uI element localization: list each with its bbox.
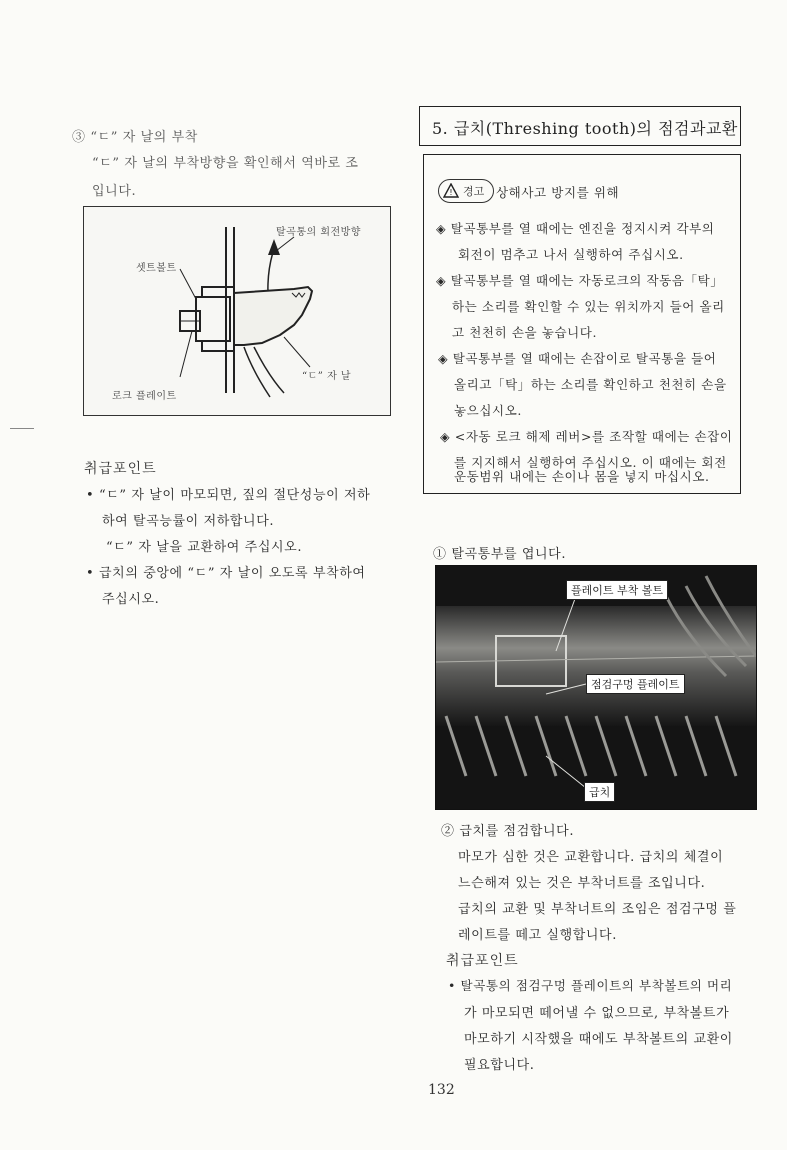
caution-line-1: ◈ 탈곡통부를 열 때에는 엔진을 정지시켜 각부의 — [436, 221, 715, 236]
item-body-line-2: 입니다. — [92, 184, 137, 199]
svg-text:!: ! — [449, 188, 453, 197]
label-rotation-direction: 탈곡통의 회전방향 — [276, 227, 361, 238]
left-handling-title: 취급포인트 — [84, 461, 157, 477]
step-2-line-2: 느슨해져 있는 것은 부착너트를 조입니다. — [458, 876, 706, 891]
caution-badge-label: 경고 — [463, 185, 485, 198]
warning-triangle-icon — [443, 183, 459, 198]
left-handling-line-1: • “ㄷ” 자 날이 마모되면, 짚의 절단성능이 저하 — [86, 488, 371, 503]
left-handling-line-2: 하여 탈곡능률이 저하합니다. — [102, 514, 275, 529]
item-heading: ③ “ㄷ” 자 날의 부착 — [72, 130, 198, 145]
step-2-line-4: 레이트를 떼고 실행합니다. — [458, 928, 617, 943]
caution-title: 상해사고 방지를 위해 — [496, 185, 620, 200]
margin-mark — [10, 428, 34, 429]
section-title-box — [419, 106, 741, 146]
caution-line-7: 올리고「탁」하는 소리를 확인하고 천천히 손을 — [454, 377, 727, 392]
blade-diagram — [84, 207, 390, 415]
right-handling-line-1: • 탈곡통의 점검구멍 플레이트의 부착볼트의 머리 — [448, 978, 733, 993]
page-number: 132 — [428, 1082, 455, 1098]
caution-line-10: 를 지지해서 실행하여 주십시오. 이 때에는 회전 — [454, 455, 727, 470]
caution-line-2: 회전이 멈추고 나서 실행하여 주십시오. — [458, 247, 684, 262]
caution-box — [423, 154, 741, 494]
right-handling-title: 취급포인트 — [446, 953, 519, 969]
label-set-bolt: 셋트볼트 — [136, 263, 177, 274]
label-inspection-plate: 점검구멍 플레이트 — [586, 674, 685, 694]
caution-badge — [438, 179, 494, 203]
label-plate-bolt: 플레이트 부착 볼트 — [566, 580, 668, 600]
threshing-drum-photo — [435, 565, 757, 810]
step-1: ① 탈곡통부를 엽니다. — [433, 547, 567, 562]
caution-line-9: ◈ <자동 로크 해제 레버>를 조작할 때에는 손잡이 — [440, 429, 733, 444]
section-title: 5. 급치(Threshing tooth)의 점검과교환 — [432, 119, 738, 138]
left-handling-line-3: “ㄷ” 자 날을 교환하여 주십시오. — [106, 540, 303, 555]
step-2-line-3: 급치의 교환 및 부착너트의 조임은 점검구멍 플 — [458, 902, 737, 917]
caution-line-3: ◈ 탈곡통부를 열 때에는 자동로크의 작동음「탁」 — [436, 273, 724, 288]
caution-line-5: 고 천천히 손을 놓습니다. — [452, 325, 598, 340]
caution-line-4: 하는 소리를 확인할 수 있는 위치까지 들어 올리 — [452, 299, 725, 314]
step-2-line-1: 마모가 심한 것은 교환합니다. 급치의 체결이 — [458, 850, 724, 865]
caution-line-6: ◈ 탈곡통부를 열 때에는 손잡이로 탈곡통을 들어 — [438, 351, 717, 366]
step-2: ② 급치를 점검합니다. — [441, 824, 575, 839]
right-handling-line-2: 가 마모되면 떼어낼 수 없으므로, 부착볼트가 — [464, 1006, 730, 1021]
label-blade: “ㄷ” 자 날 — [302, 371, 352, 382]
right-handling-line-4: 필요합니다. — [464, 1058, 535, 1073]
label-tooth: 급치 — [584, 782, 615, 802]
label-lock-plate: 로크 플레이트 — [112, 391, 177, 402]
left-handling-line-5: 주십시오. — [102, 592, 160, 607]
left-handling-line-4: • 급치의 중앙에 “ㄷ” 자 날이 오도록 부착하여 — [86, 566, 366, 581]
caution-line-11: 운동범위 내에는 손이나 몸을 넣지 마십시오. — [454, 469, 710, 484]
blade-attachment-figure — [83, 206, 391, 416]
right-handling-line-3: 마모하기 시작했을 때에도 부착볼트의 교환이 — [464, 1032, 733, 1047]
caution-line-8: 놓으십시오. — [454, 403, 522, 418]
item-body-line-1: “ㄷ” 자 날의 부착방향을 확인해서 역바로 조 — [92, 156, 359, 171]
